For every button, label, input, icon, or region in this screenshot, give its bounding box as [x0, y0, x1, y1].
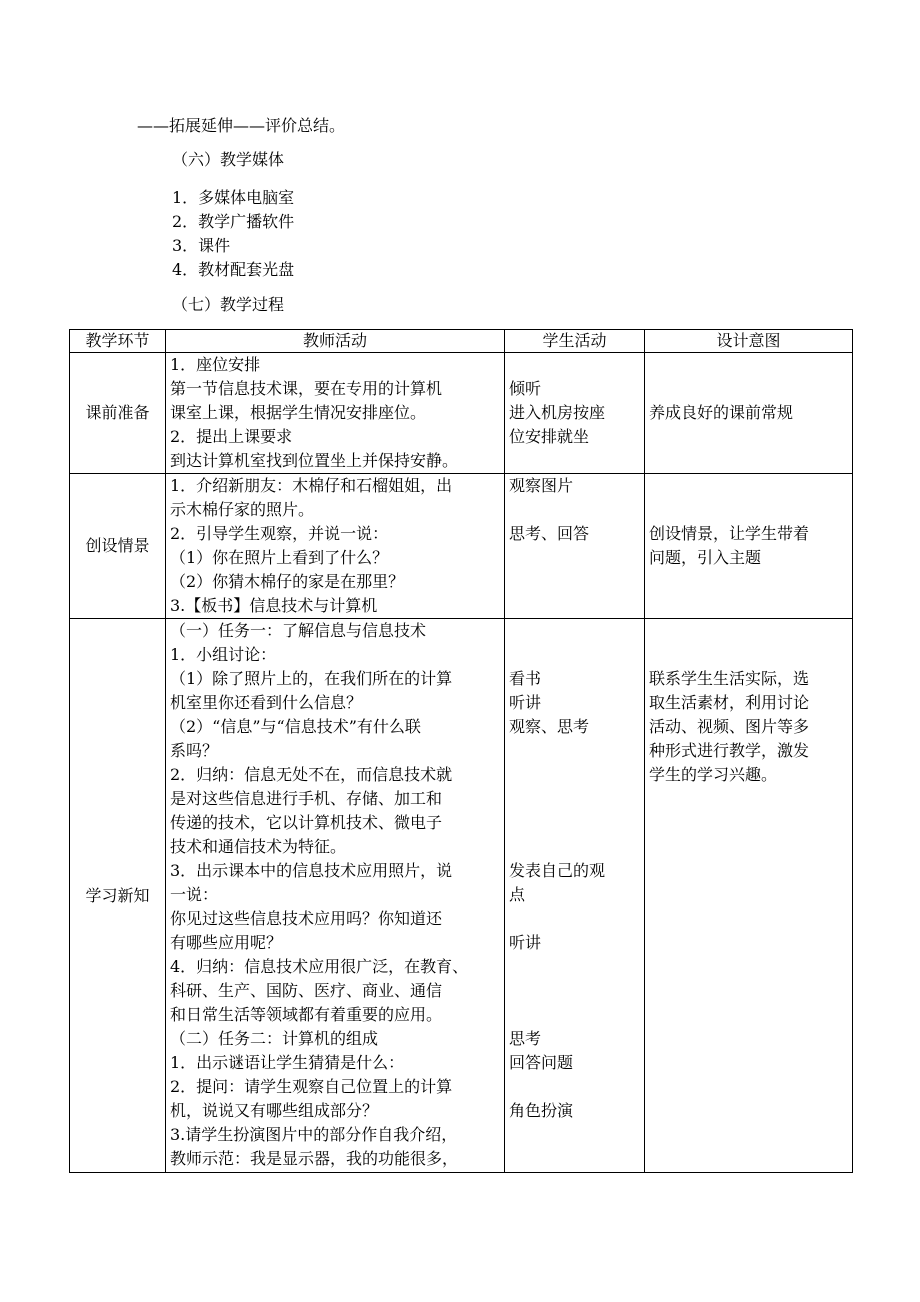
cell-line: 4．归纳：信息技术应用很广泛，在教育、: [170, 957, 469, 976]
table-row: [70, 474, 853, 619]
cell-line: 问题，引入主题: [649, 548, 762, 567]
list-item: 3．课件: [172, 236, 231, 255]
cell-line: 2．提出上课要求: [170, 427, 293, 446]
cell-line: 有哪些应用呢？: [170, 933, 283, 952]
cell-line: 教师示范：我是显示器，我的功能很多，: [170, 1149, 459, 1168]
section7-title: （七）教学过程: [172, 295, 285, 314]
cell-line: （二）任务二：计算机的组成: [170, 1029, 379, 1048]
student-lines: [509, 619, 640, 1123]
list-item: 4．教材配套光盘: [172, 260, 295, 279]
cell-line: 和日常生活等领域都有着重要的应用。: [170, 1005, 443, 1024]
intent-cell: [645, 353, 853, 474]
cell-line: [509, 498, 640, 522]
cell-line: 学生的学习兴趣。: [649, 765, 778, 784]
cell-line: 联系学生生活实际，选: [649, 669, 810, 688]
student-cell: [505, 474, 645, 619]
cell-line: 听讲: [509, 933, 542, 952]
cell-line: （1）除了照片上的，在我们所在的计算: [170, 669, 453, 688]
teacher-lines: [170, 474, 500, 618]
student-lines: [509, 353, 640, 449]
cell-line: 机，说说又有哪些组成部分？: [170, 1101, 379, 1120]
cell-line: 养成良好的课前常规: [649, 403, 794, 422]
cell-line: [649, 498, 848, 522]
cell-line: 倾听: [509, 379, 542, 398]
cell-line: 点: [509, 885, 526, 904]
header-intent: 设计意图: [645, 330, 853, 353]
cell-line: [509, 1003, 640, 1027]
cell-line: 1．出示谜语让学生猜猜是什么：: [170, 1053, 405, 1072]
student-cell: [505, 619, 645, 1173]
intent-lines: [649, 474, 848, 570]
media-list: [172, 186, 294, 282]
cell-line: 观察、思考: [509, 717, 590, 736]
cell-line: 技术和通信技术为特征。: [170, 837, 347, 856]
header-student: 学生活动: [505, 330, 645, 353]
cell-line: [649, 474, 848, 498]
cell-line: 系吗？: [170, 741, 219, 760]
cell-line: [509, 643, 640, 667]
cell-line: 看书: [509, 669, 542, 688]
cell-line: [509, 907, 640, 931]
cell-line: 示木棉仔家的照片。: [170, 500, 315, 519]
cell-line: 进入机房按座: [509, 403, 606, 422]
cell-line: [509, 979, 640, 1003]
cell-line: 3.请学生扮演图片中的部分作自我介绍，: [170, 1125, 458, 1144]
cell-line: 2．提问：请学生观察自己位置上的计算: [170, 1077, 453, 1096]
cell-line: 3．出示课本中的信息技术应用照片，说: [170, 861, 453, 880]
table-header-row: [70, 330, 853, 353]
cell-line: 角色扮演: [509, 1101, 574, 1120]
list-item: 2．教学广播软件: [172, 212, 295, 231]
cell-line: 回答问题: [509, 1053, 574, 1072]
student-cell: [505, 353, 645, 474]
cell-line: 是对这些信息进行手机、存储、加工和: [170, 789, 443, 808]
cell-line: 一说：: [170, 885, 219, 904]
cell-line: 思考、回答: [509, 524, 590, 543]
stage-cell: 创设情景: [70, 474, 166, 619]
teacher-lines: [170, 353, 500, 473]
intent-lines: [649, 401, 848, 425]
cell-line: 2．引导学生观察，并说一说：: [170, 524, 389, 543]
teacher-cell: [166, 619, 505, 1173]
cell-line: 观察图片: [509, 476, 574, 495]
teacher-lines: [170, 619, 500, 1171]
teaching-process-table: [69, 329, 853, 1173]
teacher-cell: [166, 474, 505, 619]
cell-line: [509, 353, 640, 377]
cell-line: [649, 643, 848, 667]
cell-line: [509, 787, 640, 811]
cell-line: 种形式进行教学，激发: [649, 741, 810, 760]
cell-line: 位安排就坐: [509, 427, 590, 446]
cell-line: [509, 739, 640, 763]
table-row: [70, 353, 853, 474]
cell-line: 创设情景，让学生带着: [649, 524, 810, 543]
cell-line: 取生活素材，利用讨论: [649, 693, 810, 712]
cell-line: 课室上课，根据学生情况安排座位。: [170, 403, 427, 422]
student-lines: [509, 474, 640, 546]
cell-line: 发表自己的观: [509, 861, 606, 880]
intro-line: ——拓展延伸——评价总结。: [137, 116, 346, 135]
cell-line: [649, 619, 848, 643]
stage-cell: 课前准备: [70, 353, 166, 474]
cell-line: 传递的技术，它以计算机技术、微电子: [170, 813, 443, 832]
cell-line: [509, 763, 640, 787]
cell-line: 机室里你还看到什么信息？: [170, 693, 363, 712]
cell-line: 到达计算机室找到位置坐上并保持安静。: [170, 451, 459, 470]
intent-cell: [645, 619, 853, 1173]
cell-line: 3.【板书】信息技术与计算机: [170, 596, 378, 615]
cell-line: [509, 811, 640, 835]
cell-line: 思考: [509, 1029, 542, 1048]
cell-line: （2）你猜木棉仔的家是在那里？: [170, 572, 405, 591]
cell-line: （1）你在照片上看到了什么？: [170, 548, 389, 567]
table-row: [70, 619, 853, 1173]
cell-line: [509, 835, 640, 859]
cell-line: [509, 955, 640, 979]
cell-line: 你见过这些信息技术应用吗？你知道还: [170, 909, 443, 928]
cell-line: 第一节信息技术课，要在专用的计算机: [170, 379, 443, 398]
stage-cell: 学习新知: [70, 619, 166, 1173]
cell-line: 科研、生产、国防、医疗、商业、通信: [170, 981, 443, 1000]
cell-line: （一）任务一：了解信息与信息技术: [170, 621, 427, 640]
cell-line: [509, 619, 640, 643]
header-teacher: 教师活动: [166, 330, 505, 353]
cell-line: 1．座位安排: [170, 355, 261, 374]
cell-line: 1．小组讨论：: [170, 645, 277, 664]
cell-line: 听讲: [509, 693, 542, 712]
header-stage: 教学环节: [70, 330, 166, 353]
cell-line: 2．归纳：信息无处不在，而信息技术就: [170, 765, 453, 784]
list-item: 1．多媒体电脑室: [172, 188, 295, 207]
intent-lines: [649, 619, 848, 787]
teacher-cell: [166, 353, 505, 474]
intent-cell: [645, 474, 853, 619]
cell-line: 1．介绍新朋友：木棉仔和石榴姐姐，出: [170, 476, 453, 495]
cell-line: [509, 1075, 640, 1099]
cell-line: （2）“信息”与“信息技术”有什么联: [170, 717, 421, 736]
cell-line: 活动、视频、图片等多: [649, 717, 810, 736]
section6-title: （六）教学媒体: [172, 150, 285, 169]
